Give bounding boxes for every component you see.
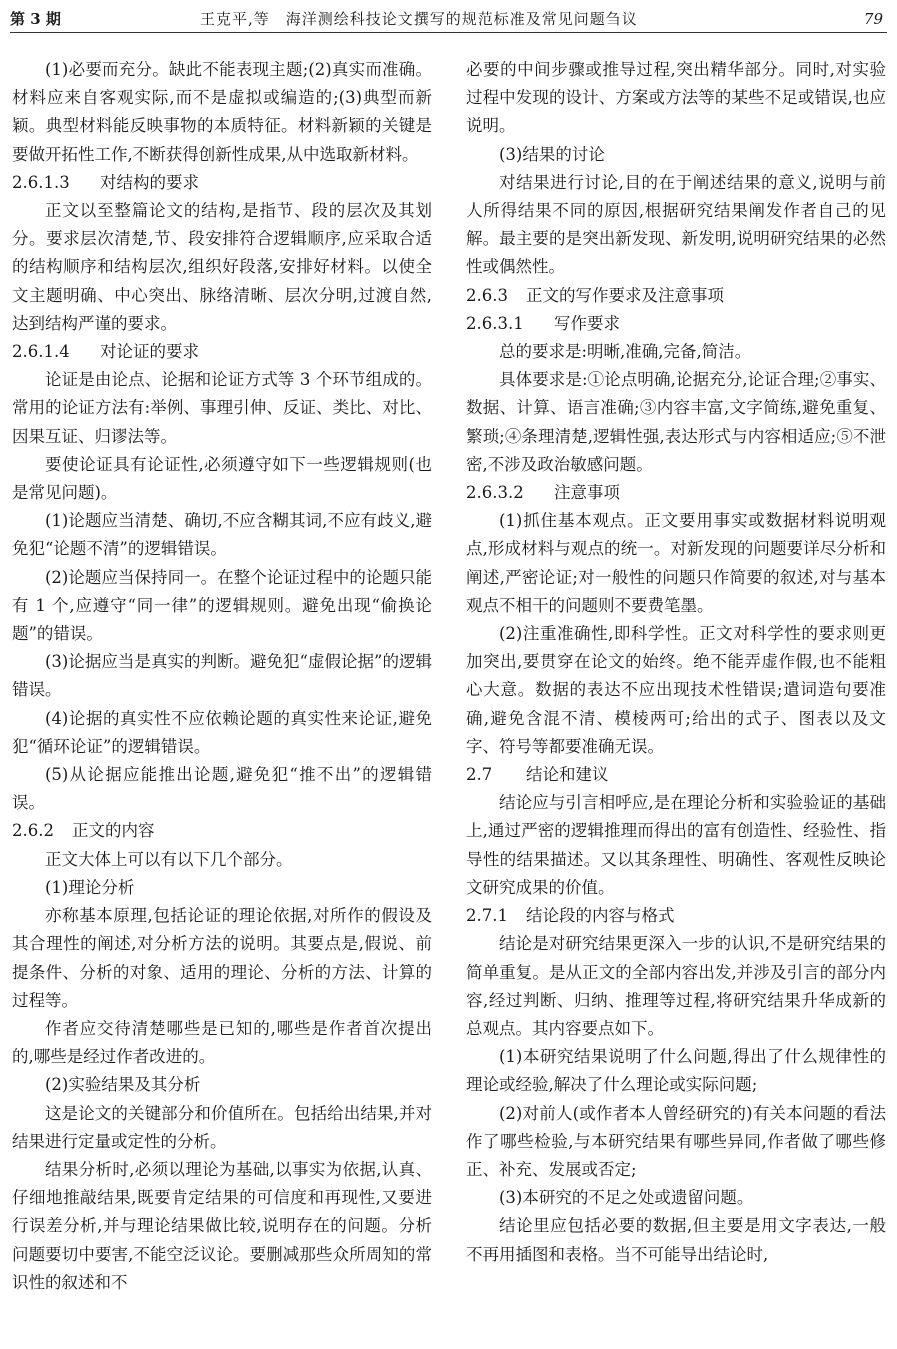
section-title: 写作要求 [554, 313, 620, 333]
body-paragraph: 要使论证具有论证性,必须遵守如下一些逻辑规则(也是常见问题)。 [12, 454, 432, 503]
body-paragraph: 这是论文的关键部分和价值所在。包括给出结果,并对结果进行定量或定性的分析。 [12, 1103, 432, 1151]
section-number: 2.7.1 [466, 906, 508, 926]
body-paragraph: (3)结果的讨论 [499, 144, 605, 164]
section-title: 正文的内容 [72, 821, 155, 841]
section-number: 2.6.1.4 [12, 342, 70, 362]
body-paragraph: (1)论题应当清楚、确切,不应含糊其词,不应有歧义,避免犯“论题不清”的逻辑错误。 [12, 511, 432, 559]
body-paragraph: (1)抓住基本观点。正文要用事实或数据材料说明观点,形成材料与观点的统一。对新发现的问题要详尽分析和阐述,严密论证;对一般性的问题只作简要的叙述,对与基本观点不相干的问题则不要费笔墨。 [466, 511, 886, 615]
body-paragraph: (2)实验结果及其分析 [45, 1075, 201, 1095]
body-paragraph: 正文大体上可以有以下几个部分。 [45, 849, 293, 869]
body-paragraph: (4)论据的真实性不应依赖论题的真实性来论证,避免犯“循环论证”的逻辑错误。 [12, 708, 432, 756]
body-paragraph: (3)本研究的不足之处或遗留问题。 [499, 1188, 754, 1208]
section-heading [12, 169, 432, 197]
body-paragraph: 论证是由论点、论据和论证方式等 3 个环节组成的。常用的论证方法有:举例、事理引伸、反证、类比、对比、因果互证、归谬法等。 [12, 370, 432, 446]
section-number: 2.6.3.2 [466, 483, 524, 503]
body-paragraph: 正文以至整篇论文的结构,是指节、段的层次及其划分。要求层次清楚,节、段安排符合逻辑顺序,应采取合适的结构顺序和结构层次,组织好段落,安排好材料。以使全文主题明确、中心突出、脉络清晰、层次分明,过渡自然,达到结构严谨的要求。 [12, 201, 432, 333]
running-title: 王克平,等 海洋测绘科技论文撰写的规范标准及常见问题刍议 [200, 10, 638, 28]
page-number: 79 [863, 10, 883, 28]
section-heading [12, 338, 432, 366]
section-number: 2.7 [466, 765, 493, 785]
section-number: 2.6.3.1 [466, 313, 524, 333]
body-paragraph: 结果分析时,必须以理论为基础,以事实为依据,认真、仔细地推敲结果,既要肯定结果的可信度和再现性,又要进行误差分析,并与理论结果做比较,说明存在的问题。分析问题要切中要害,不能空泛议论。要删减那些众所周知的常识性的叙述和不 [12, 1159, 432, 1292]
left-column [12, 56, 432, 1297]
body-paragraph: (1)本研究结果说明了什么问题,得出了什么规律性的理论或经验,解决了什么理论或实际问题; [466, 1047, 886, 1095]
body-paragraph: 结论里应包括必要的数据,但主要是用文字表达,一般不再用插图和表格。当不可能导出结论时, [466, 1216, 886, 1264]
section-heading [466, 479, 886, 507]
body-paragraph: 结论是对研究结果更深入一步的认识,不是研究结果的简单重复。是从正文的全部内容出发,并涉及引言的部分内容,经过判断、归纳、推理等过程,将研究结果升华成新的总观点。其内容要点如下。 [466, 934, 886, 1038]
body-paragraph: 作者应交待清楚哪些是已知的,哪些是作者首次提出的,哪些是经过作者改进的。 [12, 1018, 432, 1067]
section-number: 2.6.1.3 [12, 172, 70, 192]
right-column [466, 56, 886, 1269]
section-title: 正文的写作要求及注意事项 [526, 285, 724, 305]
section-title: 结论段的内容与格式 [526, 906, 675, 926]
body-paragraph: (2)对前人(或作者本人曾经研究的)有关本问题的看法作了哪些检验,与本研究结果有哪些异同,作者做了哪些修正、补充、发展或否定; [466, 1103, 886, 1179]
section-title: 对结构的要求 [100, 172, 199, 192]
body-paragraph: (2)注重准确性,即科学性。正文对科学性的要求则更加突出,要贯穿在论文的始终。绝不能弄虚作假,也不能粗心大意。数据的表达不应出现技术性错误;遣词造句要准确,避免含混不清、模棱两可;给出的式子、图表以及文字、符号等都要准确无误。 [466, 624, 886, 756]
section-heading [466, 282, 886, 310]
section-heading [466, 310, 886, 338]
section-heading [466, 902, 886, 930]
section-title: 结论和建议 [526, 765, 609, 785]
body-paragraph: (1)必要而充分。缺此不能表现主题;(2)真实而准确。材料应来自客观实际,而不是虚拟或编造的;(3)典型而新颖。典型材料能反映事物的本质特征。材料新颖的关键是要做开拓性工作,不断获得创新性成果,从中选取新材料。 [12, 60, 432, 164]
section-number: 2.6.3 [466, 285, 508, 305]
section-title: 对论证的要求 [100, 342, 199, 362]
running-header [10, 6, 887, 33]
body-paragraph: 必要的中间步骤或推导过程,突出精华部分。同时,对实验过程中发现的设计、方案或方法等的某些不足或错误,也应说明。 [466, 60, 886, 136]
body-paragraph: 具体要求是:①论点明确,论据充分,论证合理;②事实、数据、计算、语言准确;③内容丰富,文字简练,避免重复、繁琐;④条理清楚,逻辑性强,表达形式与内容相适应;⑤不泄密,不涉及政治敏感问题。 [466, 370, 886, 474]
section-number: 2.6.2 [12, 821, 54, 841]
issue-label: 第 3 期 [10, 10, 61, 28]
body-paragraph: (2)论题应当保持同一。在整个论证过程中的论题只能有 1 个,应遵守“同一律”的逻辑规则。避免出现“偷换论题”的错误。 [12, 567, 432, 644]
body-paragraph: 对结果进行讨论,目的在于阐述结果的意义,说明与前人所得结果不同的原因,根据研究结果阐发作者自己的见解。最主要的是突出新发现、新发明,说明研究结果的必然性或偶然性。 [466, 172, 886, 277]
body-paragraph: 结论应与引言相呼应,是在理论分析和实验验证的基础上,通过严密的逻辑推理而得出的富有创造性、经验性、指导性的结果描述。又以其条理性、明确性、客观性反映论文研究成果的价值。 [466, 793, 886, 897]
body-paragraph: 总的要求是:明晰,准确,完备,简洁。 [499, 342, 752, 362]
section-heading [466, 761, 886, 789]
body-paragraph: (3)论据应当是真实的判断。避免犯“虚假论据”的逻辑错误。 [12, 652, 432, 700]
body-paragraph: 亦称基本原理,包括论证的理论依据,对所作的假设及其合理性的阐述,对分析方法的说明。其要点是,假说、前提条件、分析的对象、适用的理论、分析的方法、计算的过程等。 [12, 906, 432, 1010]
body-paragraph: (5)从论据应能推出论题,避免犯“推不出”的逻辑错误。 [12, 765, 432, 813]
section-title: 注意事项 [554, 483, 620, 503]
body-paragraph: (1)理论分析 [45, 877, 135, 897]
section-heading [12, 817, 432, 845]
